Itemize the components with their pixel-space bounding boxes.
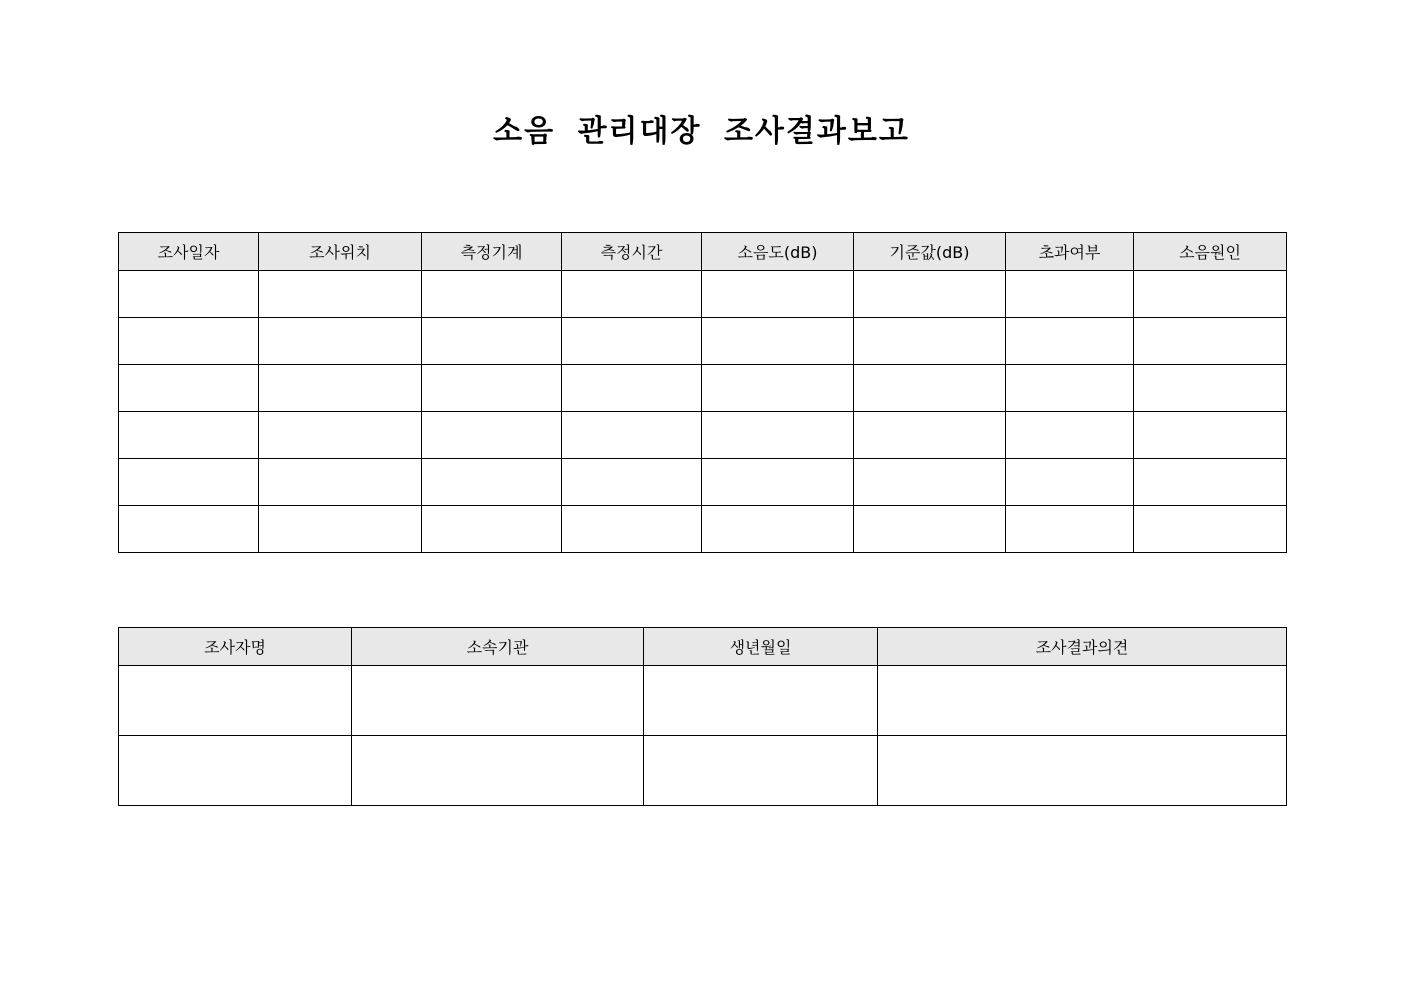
table-cell[interactable] [422,318,562,365]
table-cell[interactable] [422,271,562,318]
table-cell[interactable] [1134,318,1287,365]
header-standard-value: 기준값(dB) [854,233,1006,271]
table-cell[interactable] [1006,459,1134,506]
table-cell[interactable] [422,412,562,459]
table-cell[interactable] [854,365,1006,412]
table-cell[interactable] [119,736,352,806]
header-exceeded: 초과여부 [1006,233,1134,271]
table-cell[interactable] [702,459,854,506]
table-cell[interactable] [854,318,1006,365]
table-cell[interactable] [1006,412,1134,459]
table-cell[interactable] [352,736,644,806]
header-measuring-device: 측정기계 [422,233,562,271]
table-cell[interactable] [1134,365,1287,412]
table-row [119,271,1287,318]
table-cell[interactable] [119,506,259,553]
table-cell[interactable] [1006,365,1134,412]
table-header-row [119,628,1287,666]
table-cell[interactable] [422,459,562,506]
header-survey-date: 조사일자 [119,233,259,271]
header-noise-cause: 소음원인 [1134,233,1287,271]
table-cell[interactable] [259,365,422,412]
table-cell[interactable] [878,666,1287,736]
table-cell[interactable] [1134,412,1287,459]
table-cell[interactable] [422,506,562,553]
table-row [119,736,1287,806]
table-cell[interactable] [259,506,422,553]
header-measuring-time: 측정시간 [562,233,702,271]
table-cell[interactable] [878,736,1287,806]
table-cell[interactable] [562,271,702,318]
table-row [119,666,1287,736]
table-cell[interactable] [562,318,702,365]
table-cell[interactable] [1006,271,1134,318]
document-title: 소음 관리대장 조사결과보고 [493,114,910,149]
header-inspector-name: 조사자명 [119,628,352,666]
table-cell[interactable] [119,666,352,736]
header-survey-location: 조사위치 [259,233,422,271]
noise-survey-table [118,232,1287,553]
table-cell[interactable] [562,412,702,459]
table-cell[interactable] [644,736,878,806]
table-header-row [119,233,1287,271]
table-cell[interactable] [1006,506,1134,553]
table-cell[interactable] [854,412,1006,459]
table-cell[interactable] [259,459,422,506]
table-row [119,412,1287,459]
table-cell[interactable] [644,666,878,736]
table-cell[interactable] [119,412,259,459]
table-row [119,459,1287,506]
table-cell[interactable] [259,412,422,459]
table-cell[interactable] [702,271,854,318]
table-cell[interactable] [702,318,854,365]
header-survey-opinion: 조사결과의견 [878,628,1287,666]
table-cell[interactable] [1134,506,1287,553]
table-cell[interactable] [854,459,1006,506]
table-cell[interactable] [1134,271,1287,318]
header-affiliation: 소속기관 [352,628,644,666]
table-cell[interactable] [1134,459,1287,506]
table-cell[interactable] [1006,318,1134,365]
table-cell[interactable] [422,365,562,412]
table-cell[interactable] [562,459,702,506]
inspector-table [118,627,1287,806]
table-cell[interactable] [259,271,422,318]
table-cell[interactable] [854,506,1006,553]
table-cell[interactable] [562,506,702,553]
table-row [119,365,1287,412]
table-cell[interactable] [352,666,644,736]
table-cell[interactable] [702,506,854,553]
table-cell[interactable] [702,365,854,412]
table-row [119,506,1287,553]
table-cell[interactable] [119,271,259,318]
header-noise-level: 소음도(dB) [702,233,854,271]
header-birth-date: 생년월일 [644,628,878,666]
table-cell[interactable] [119,365,259,412]
table-cell[interactable] [119,459,259,506]
table-row [119,318,1287,365]
table-cell[interactable] [119,318,259,365]
table-cell[interactable] [854,271,1006,318]
table-cell[interactable] [259,318,422,365]
table-cell[interactable] [562,365,702,412]
table-cell[interactable] [702,412,854,459]
